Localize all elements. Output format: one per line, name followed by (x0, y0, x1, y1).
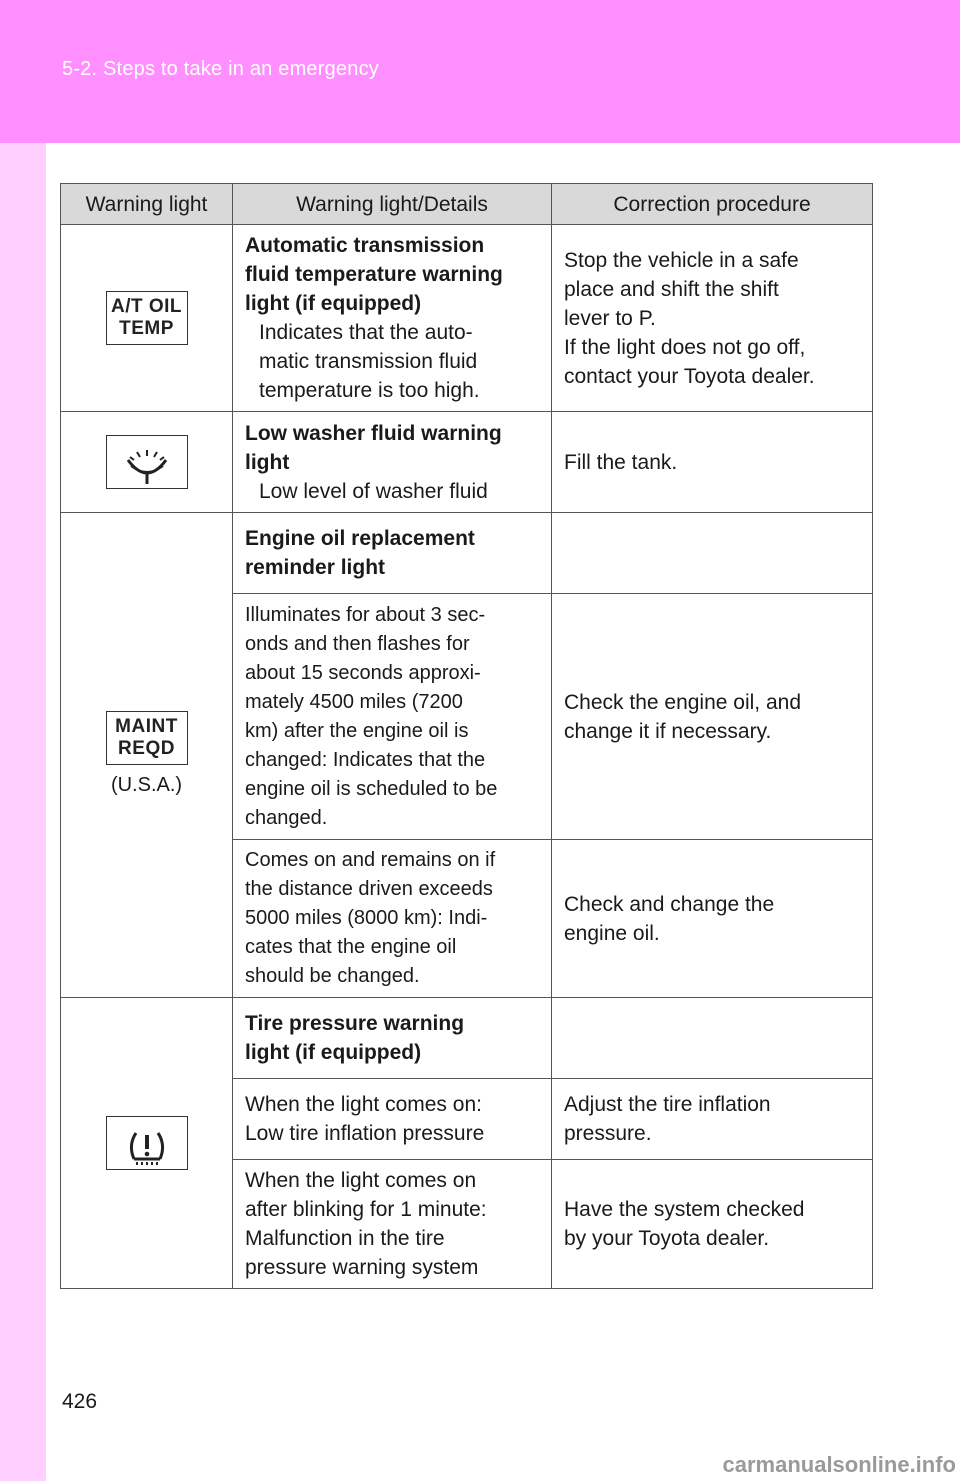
correction-line: change it if necessary. (564, 719, 772, 743)
detail-line: Illuminates for about 3 sec- (245, 603, 486, 626)
details-cell (233, 513, 552, 594)
detail-line: pressure warning system (245, 1256, 479, 1279)
detail-line: Malfunction in the tire (245, 1227, 445, 1250)
correction-line: place and shift the shift (564, 277, 779, 301)
detail-line: cates that the engine oil (245, 936, 457, 958)
title-line: Low washer fluid warning (245, 421, 502, 445)
correction-line: by your Toyota dealer. (564, 1227, 770, 1250)
details-cell (233, 840, 552, 998)
detail-line: temperature is too high. (259, 379, 480, 402)
tire-pressure-icon (106, 1116, 188, 1170)
title-line: fluid temperature warning (245, 263, 503, 286)
correction-line: If the light does not go off, (564, 335, 806, 359)
correction-line: Stop the vehicle in a safe (564, 248, 799, 272)
detail-line: after blinking for 1 minute: (245, 1198, 487, 1221)
detail-line: should be changed. (245, 965, 420, 987)
table-row-washer-fluid (61, 412, 873, 513)
correction-cell (552, 225, 873, 412)
correction-line: lever to P. (564, 306, 656, 330)
correction-cell (552, 1079, 873, 1160)
table-header-row (61, 184, 873, 225)
title-line: light (if equipped) (245, 292, 422, 315)
title-line: reminder light (245, 556, 386, 579)
detail-line: Comes on and remains on if (245, 849, 496, 871)
correction-line: Check the engine oil, and (564, 690, 801, 714)
detail-line: engine oil is scheduled to be (245, 777, 498, 800)
correction-line: Check and change the (564, 892, 775, 916)
detail-line: When the light comes on: (245, 1093, 482, 1116)
details-cell (233, 225, 552, 412)
column-header-correction: Correction procedure (552, 184, 873, 225)
correction-cell (552, 513, 873, 594)
correction-cell (552, 998, 873, 1079)
detail-line: matic transmission fluid (259, 350, 478, 373)
detail-line: the distance driven exceeds (245, 878, 493, 900)
maint-reqd-icon (106, 711, 188, 765)
detail-line: km) after the engine oil is (245, 719, 469, 742)
correction-cell (552, 1160, 873, 1289)
light-description: Low level of washer fluid (259, 479, 488, 503)
correction-line: pressure. (564, 1122, 652, 1145)
correction-line: engine oil. (564, 921, 660, 945)
title-line: light (245, 450, 290, 474)
detail-line: changed. (245, 806, 328, 829)
icon-text-line2: TEMP (119, 318, 174, 339)
correction-line: Have the system checked (564, 1198, 805, 1221)
light-title (245, 231, 539, 318)
correction-line: Adjust the tire inflation (564, 1093, 771, 1116)
icon-cell (61, 225, 233, 412)
table-row-maint-reqd-title (61, 513, 873, 594)
table-row-tire-pressure-title (61, 998, 873, 1079)
detail-line: Indicates that the auto- (259, 321, 473, 344)
light-title (245, 1009, 539, 1067)
column-header-warning-light: Warning light (61, 184, 233, 225)
watermark: carmanualsonline.info (722, 1452, 956, 1477)
correction-line: contact your Toyota dealer. (564, 364, 815, 388)
region-label: (U.S.A.) (110, 773, 183, 796)
light-title (245, 524, 539, 582)
icon-cell (61, 412, 233, 513)
details-cell (233, 1079, 552, 1160)
warning-light-table (60, 183, 873, 1289)
correction-cell: Fill the tank. (552, 412, 873, 513)
at-oil-temp-icon (106, 291, 188, 345)
detail-line: When the light comes on (245, 1169, 477, 1192)
icon-cell (61, 998, 233, 1289)
column-header-details: Warning light/Details (233, 184, 552, 225)
details-cell (233, 1160, 552, 1289)
title-line: Tire pressure warning (245, 1012, 465, 1035)
correction-cell (552, 594, 873, 840)
details-cell (233, 594, 552, 840)
icon-text-line1: MAINT (115, 715, 178, 737)
page-number: 426 (62, 1390, 98, 1413)
detail-line: Low tire inflation pressure (245, 1122, 485, 1145)
detail-line: 5000 miles (8000 km): Indi- (245, 907, 488, 929)
icon-cell (61, 513, 233, 998)
title-line: light (if equipped) (245, 1041, 422, 1064)
side-band (0, 143, 46, 1481)
detail-line: onds and then flashes for (245, 632, 470, 655)
washer-fluid-icon (106, 435, 188, 489)
icon-text-line2: REQD (118, 737, 175, 759)
detail-line: mately 4500 miles (7200 (245, 690, 463, 713)
detail-line: about 15 seconds approxi- (245, 661, 481, 684)
light-description (245, 318, 539, 405)
correction-cell (552, 840, 873, 998)
icon-text-line1: A/T OIL (110, 296, 183, 317)
title-line: Engine oil replacement (245, 527, 475, 550)
section-title: 5-2. Steps to take in an emergency (62, 58, 379, 80)
light-title (245, 419, 539, 477)
detail-line: changed: Indicates that the (245, 748, 486, 771)
table-row-at-oil-temp (61, 225, 873, 412)
details-cell (233, 412, 552, 513)
title-line: Automatic transmission (245, 234, 485, 257)
details-cell (233, 998, 552, 1079)
